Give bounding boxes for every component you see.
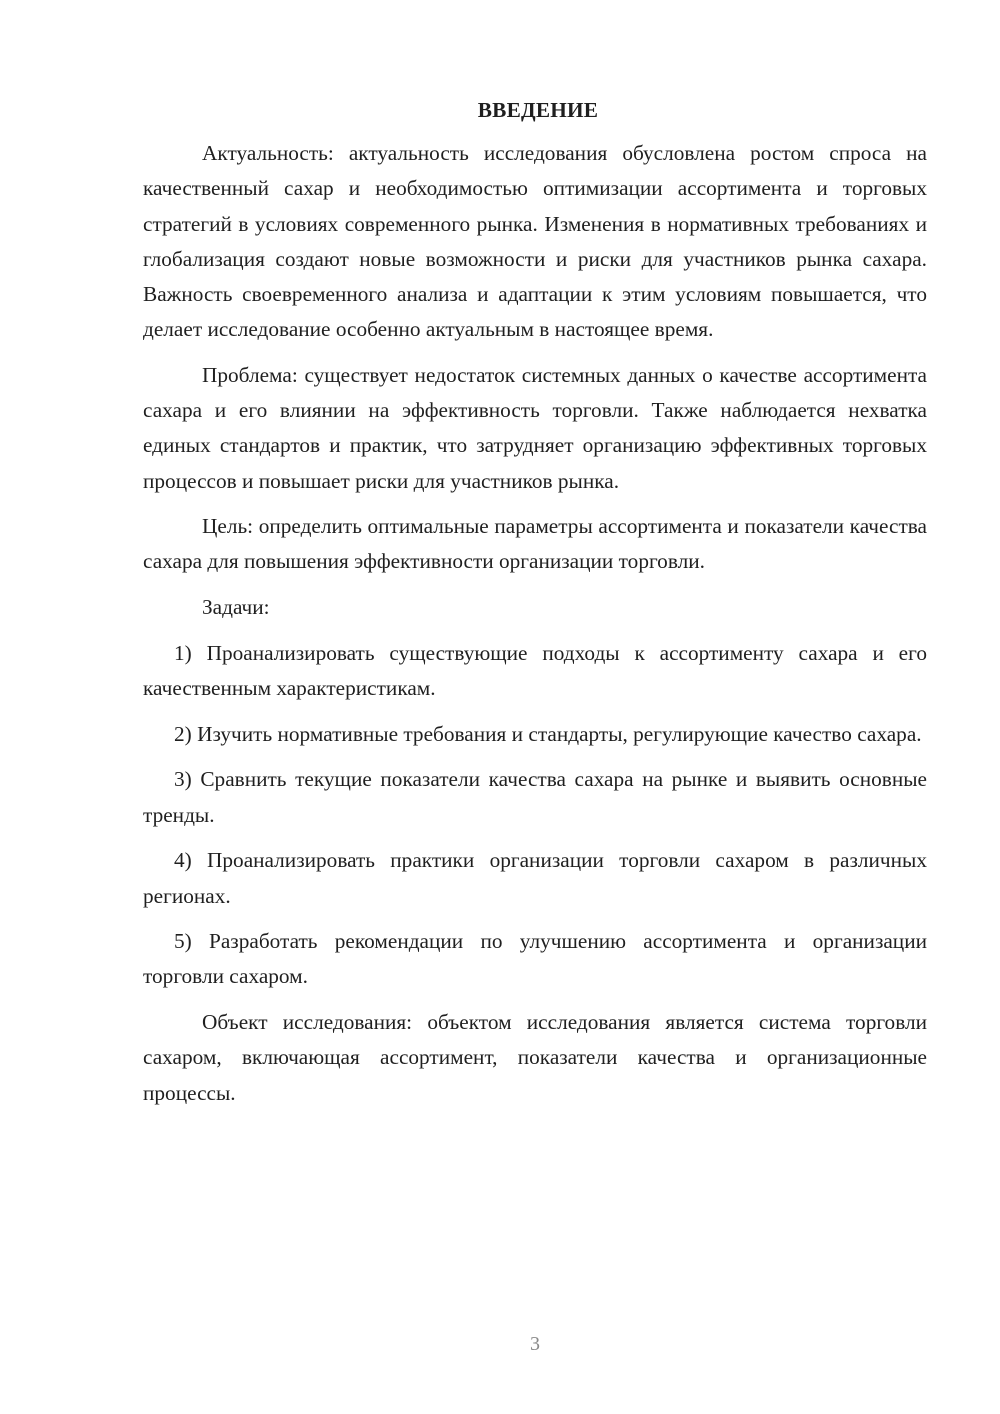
page-title: ВВЕДЕНИЕ [477, 98, 599, 122]
task-item-1: 1) Проанализировать существующие подходы к ассортименту сахара и его качественным характеристикам. [143, 640, 927, 701]
task-item-3: 3) Сравнить текущие показатели качества сахара на рынке и выявить основные тренды. [143, 767, 927, 827]
task-item-5: 5) Разработать рекомендации по улучшению ассортимента и организации торговли сахаром. [143, 929, 927, 989]
task-item-4: 4) Проанализировать практики организации торговли сахаром в различных регионах. [143, 848, 927, 908]
document-body [143, 93, 927, 1121]
goal-paragraph: Цель: определить оптимальные параметры ассортимента и показатели качества сахара для повышения эффективности организации торговли. [143, 514, 927, 574]
relevance-paragraph: Актуальность: актуальность исследования обусловлена ростом спроса на качественный сахар и необходимостью оптимизации ассортимента и торговых стратегий в условиях современного рынка. Изменения в нормативных требованиях и глобализация создают новые возможности и риски для участников рынка сахара. Важность своевременного анализа и адаптации к этим условиям повышается, что делает исследование особенно актуальным в настоящее время. [143, 141, 927, 342]
research-object-paragraph: Объект исследования: объектом исследования является система торговли сахаром, включающая ассортимент, показатели качества и организационные процессы. [143, 1010, 927, 1105]
problem-paragraph: Проблема: существует недостаток системных данных о качестве ассортимента сахара и его влиянии на эффективность торговли. Также наблюдается нехватка единых стандартов и практик, что затрудняет организацию эффективных торговых процессов и повышает риски для участников рынка. [143, 362, 927, 493]
task-item-2: 2) Изучить нормативные требования и стандарты, регулирующие качество сахара. [174, 721, 922, 746]
page-number: 3 [530, 1333, 540, 1355]
tasks-heading: Задачи: [202, 595, 270, 620]
